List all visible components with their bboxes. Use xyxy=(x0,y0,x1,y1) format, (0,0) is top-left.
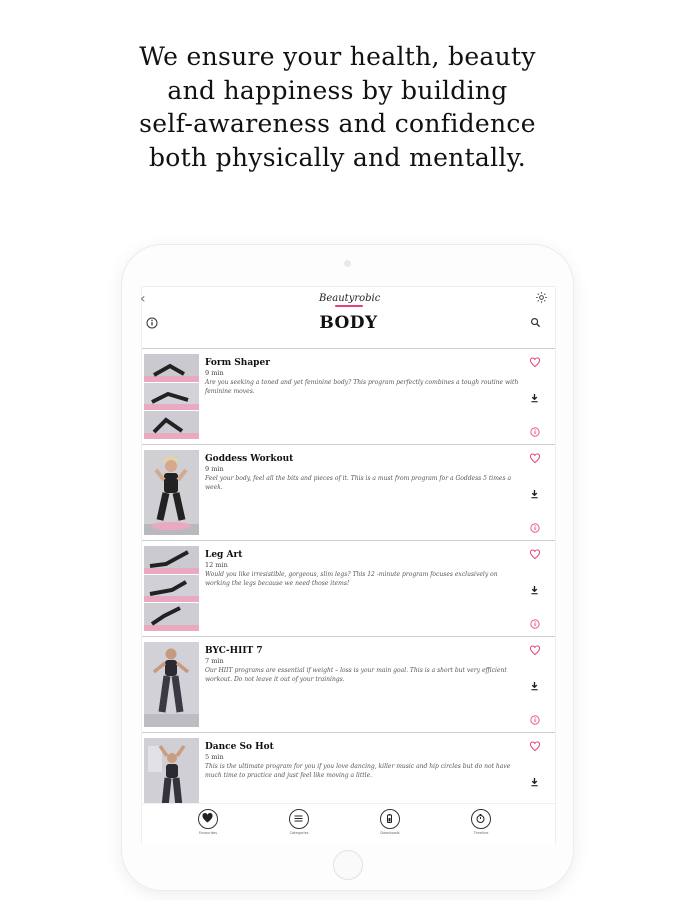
program-duration: 9 min xyxy=(205,465,224,473)
more-info-icon[interactable] xyxy=(530,715,540,725)
headline-line: self-awareness and confidence xyxy=(139,109,536,138)
program-info xyxy=(205,646,523,684)
tab-icon-ring xyxy=(380,809,400,829)
tablet-frame xyxy=(122,245,573,890)
program-thumbnail xyxy=(144,546,199,631)
more-info-icon[interactable] xyxy=(530,523,540,533)
app-screen xyxy=(142,287,555,843)
program-thumbnail xyxy=(144,450,199,535)
program-description: Are you seeking a toned and yet feminine body? This program perfectly combines a tough routine with feminine moves. xyxy=(205,379,519,395)
tab-icon-ring xyxy=(471,809,491,829)
back-chevron-icon[interactable]: ‹ xyxy=(140,291,146,307)
program-list xyxy=(142,348,555,828)
page-title: BODY xyxy=(319,313,378,333)
program-title: BYC-HIIT 7 xyxy=(205,646,263,656)
heart-icon[interactable] xyxy=(530,646,540,655)
tab-label: Timeline xyxy=(473,831,489,835)
program-title: Form Shaper xyxy=(205,358,270,368)
heart-icon[interactable] xyxy=(530,454,540,463)
program-duration: 12 min xyxy=(205,561,228,569)
more-info-icon[interactable] xyxy=(530,427,540,437)
battery-icon xyxy=(384,813,395,824)
home-button[interactable] xyxy=(333,850,363,880)
headline-line: both physically and mentally. xyxy=(148,142,527,172)
download-icon[interactable] xyxy=(530,777,539,787)
program-thumbnail xyxy=(144,354,199,439)
tab-label: Downloads xyxy=(380,831,400,835)
top-bar xyxy=(142,287,555,349)
program-title: Leg Art xyxy=(205,550,243,560)
gear-icon[interactable] xyxy=(535,291,548,304)
download-icon[interactable] xyxy=(530,585,539,595)
program-info xyxy=(205,454,523,492)
headline-line: We ensure your health, beauty xyxy=(139,42,536,71)
heart-icon xyxy=(202,813,213,823)
list-icon xyxy=(293,813,304,824)
download-icon[interactable] xyxy=(530,681,539,691)
logo-text: Beautyrobic xyxy=(319,293,381,304)
program-row[interactable] xyxy=(142,636,555,732)
program-title: Goddess Workout xyxy=(205,454,294,464)
program-info xyxy=(205,742,523,780)
tab-icon-ring xyxy=(198,809,218,829)
program-info xyxy=(205,358,523,396)
logo-underline xyxy=(335,305,363,307)
program-row[interactable] xyxy=(142,540,555,636)
camera-dot xyxy=(344,260,351,267)
tab-label: Categories xyxy=(289,831,309,835)
heart-icon[interactable] xyxy=(530,358,540,367)
tab-downloads[interactable] xyxy=(370,809,410,836)
program-thumbnail xyxy=(144,642,199,727)
tab-timeline[interactable] xyxy=(461,809,501,836)
headline-line: and happiness by building xyxy=(167,75,508,105)
more-info-icon[interactable] xyxy=(530,619,540,629)
download-icon[interactable] xyxy=(530,489,539,499)
bottom-tab-bar xyxy=(142,803,555,844)
tab-label: Favourites xyxy=(198,831,218,835)
tab-categories[interactable] xyxy=(279,809,319,836)
program-title: Dance So Hot xyxy=(205,742,274,752)
program-duration: 7 min xyxy=(205,657,224,665)
program-row[interactable] xyxy=(142,444,555,540)
heart-icon[interactable] xyxy=(530,550,540,559)
program-description: This is the ultimate program for you if you love dancing, killer music and hip circles but do not have much time to practice and just feel like moving a little. xyxy=(205,763,511,779)
app-logo xyxy=(319,293,379,307)
tab-favourites[interactable] xyxy=(188,809,228,836)
program-description: Our HIIT programs are essential if weight – loss is your main goal. This is a short but very efficient workout. Do not leave it out of your trainings. xyxy=(205,667,507,683)
headline xyxy=(0,40,675,174)
program-info xyxy=(205,550,523,588)
program-description: Feel your body, feel all the bits and pieces of it. This is a must from program for a Goddess 5 times a week. xyxy=(205,475,512,491)
timer-icon xyxy=(475,813,486,824)
heart-icon[interactable] xyxy=(530,742,540,751)
program-duration: 5 min xyxy=(205,753,224,761)
tab-icon-ring xyxy=(289,809,309,829)
program-row[interactable] xyxy=(142,348,555,444)
program-duration: 9 min xyxy=(205,369,224,377)
program-description: Would you like irresistible, gorgeous, slim legs? This 12 -minute program focuses exclusively on working the legs because we need those items! xyxy=(205,571,498,587)
download-icon[interactable] xyxy=(530,393,539,403)
search-icon[interactable] xyxy=(530,317,541,328)
